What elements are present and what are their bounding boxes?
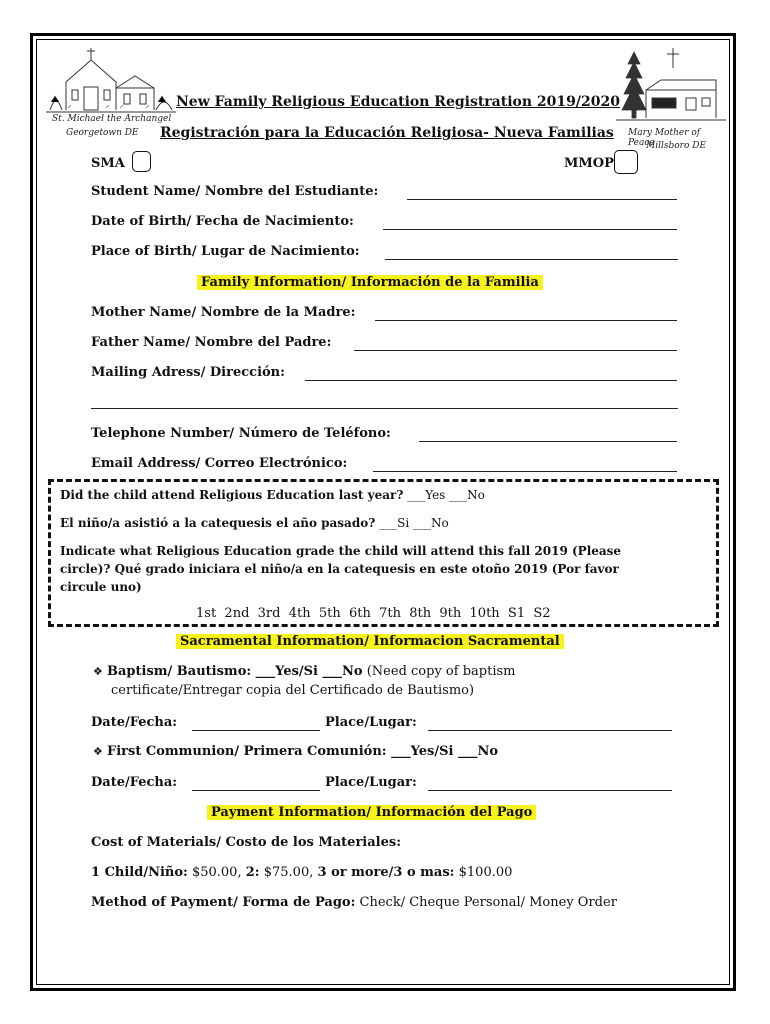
pob-field[interactable] — [385, 259, 678, 260]
father-name-label: Father Name/ Nombre del Padre: — [91, 335, 332, 350]
sma-checkbox[interactable] — [132, 151, 151, 172]
communion-date-label: Date/Fecha: — [91, 775, 178, 790]
email-field[interactable] — [373, 471, 677, 472]
left-logo-caption-1: St. Michael the Archangel — [52, 114, 172, 124]
email-label: Email Address/ Correo Electrónico: — [91, 456, 348, 471]
telephone-field[interactable] — [419, 441, 677, 442]
communion-line: ❖ First Communion/ Primera Comunión: ___Yes/Si ___No — [93, 744, 498, 759]
dob-field[interactable] — [383, 229, 677, 230]
payment-method: Method of Payment/ Forma de Pago: Check/ Cheque Personal/ Money Order — [91, 895, 617, 910]
right-logo-caption-1: Mary Mother of Peace — [628, 128, 701, 148]
right-logo-caption-2: Millsboro DE — [646, 141, 707, 151]
grade-question-line-3: circule uno) — [60, 580, 142, 594]
mailing-address-field[interactable] — [305, 380, 677, 381]
baptism-place-label: Place/Lugar: — [325, 715, 417, 730]
payment-heading: Payment Information/ Información del Pago — [207, 805, 536, 821]
telephone-label: Telephone Number/ Número de Teléfono: — [91, 426, 391, 441]
communion-place-field[interactable] — [428, 790, 672, 791]
student-name-field[interactable] — [407, 199, 677, 200]
communion-date-field[interactable] — [192, 790, 320, 791]
left-logo-caption-2: Georgetown DE — [66, 128, 139, 138]
church-sketch-icon — [616, 44, 726, 124]
grade-options[interactable]: 1st 2nd 3rd 4th 5th 6th 7th 8th 9th 10th S1 S2 — [196, 606, 551, 621]
mmop-checkbox[interactable] — [614, 150, 638, 174]
dob-label: Date of Birth/ Fecha de Nacimiento: — [91, 214, 354, 229]
baptism-date-label: Date/Fecha: — [91, 715, 178, 730]
grade-question-line-1: Indicate what Religious Education grade the child will attend this fall 2019 (Please — [60, 544, 622, 558]
title-english: New Family Religious Education Registration 2019/2020 — [176, 94, 620, 110]
baptism-date-field[interactable] — [192, 730, 320, 731]
left-church-logo — [46, 42, 176, 142]
sacramental-heading: Sacramental Information/ Informacion Sacramental — [176, 634, 564, 650]
pob-label: Place of Birth/ Lugar de Nacimiento: — [91, 244, 360, 259]
mailing-address-field-2[interactable] — [91, 408, 678, 409]
title-spanish: Registración para la Educación Religiosa- Nueva Familias — [160, 125, 614, 141]
sma-label: SMA — [91, 156, 125, 171]
mother-name-field[interactable] — [375, 320, 677, 321]
baptism-place-field[interactable] — [428, 730, 672, 731]
father-name-field[interactable] — [354, 350, 677, 351]
grade-question-line-2: circle)? Qué grado iniciara el niño/a en la catequesis en este otoño 2019 (Por favor — [60, 562, 619, 576]
mmop-label: MMOP — [564, 156, 614, 171]
baptism-note: certificate/Entregar copia del Certificado de Bautismo) — [111, 683, 475, 698]
communion-place-label: Place/Lugar: — [325, 775, 417, 790]
mother-name-label: Mother Name/ Nombre de la Madre: — [91, 305, 356, 320]
cost-label: Cost of Materials/ Costo de los Materiales: — [91, 835, 401, 850]
attended-options-en[interactable]: ___Yes ___No — [407, 488, 485, 502]
baptism-line: ❖ Baptism/ Bautismo: ___Yes/Si ___No (Need copy of baptism — [93, 664, 516, 679]
church-sketch-icon — [46, 42, 176, 114]
diamond-bullet-icon: ❖ — [93, 745, 103, 758]
attended-options-es[interactable]: ___Si ___No — [379, 516, 449, 530]
attended-question-en: Did the child attend Religious Education last year? ___Yes ___No — [60, 488, 485, 502]
mailing-address-label: Mailing Adress/ Dirección: — [91, 365, 285, 380]
family-heading: Family Information/ Información de la Familia — [197, 275, 543, 291]
student-name-label: Student Name/ Nombre del Estudiante: — [91, 184, 379, 199]
cost-breakdown: 1 Child/Niño: $50.00, 2: $75.00, 3 or more/3 o mas: $100.00 — [91, 865, 513, 880]
diamond-bullet-icon: ❖ — [93, 665, 103, 678]
right-church-logo — [616, 44, 726, 154]
attended-question-es: El niño/a asistió a la catequesis el año pasado? ___Si ___No — [60, 516, 449, 530]
